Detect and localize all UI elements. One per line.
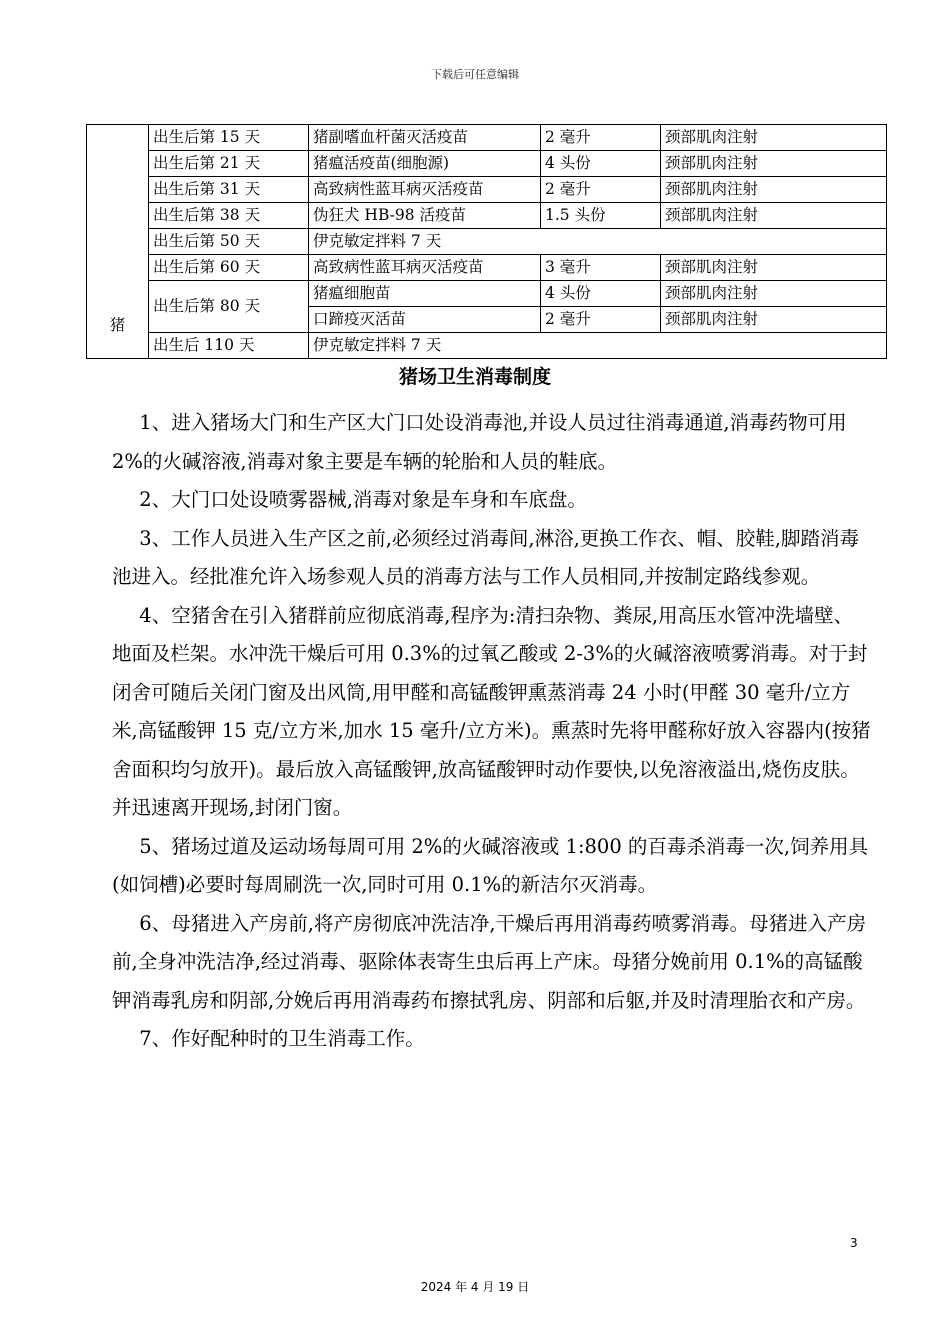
- dose-cell: 1.5 头份: [541, 203, 661, 229]
- dose-cell: 4 头份: [541, 281, 661, 307]
- method-cell: 颈部肌肉注射: [661, 125, 887, 151]
- table-row: [87, 255, 887, 281]
- paragraph: 7、作好配种时的卫生消毒工作。: [139, 1027, 425, 1050]
- time-cell: 出生后第 21 天: [149, 151, 309, 177]
- time-cell: 出生后 110 天: [149, 333, 309, 359]
- method-cell: 颈部肌肉注射: [661, 307, 887, 333]
- dose-cell: 2 毫升: [541, 177, 661, 203]
- time-cell: 出生后第 50 天: [149, 229, 309, 255]
- animal-cell: 猪: [87, 125, 149, 359]
- time-cell: 出生后第 80 天: [149, 281, 309, 333]
- page-number: 3: [850, 1236, 858, 1250]
- vaccination-table: [86, 124, 887, 359]
- paragraph: 1、进入猪场大门和生产区大门口处设消毒池,并设人员过往消毒通道,消毒药物可用 2%的火碱溶液,消毒对象主要是车辆的轮胎和人员的鞋底。: [112, 411, 847, 473]
- vaccine-cell: 猪副嗜血杆菌灭活疫苗: [309, 125, 541, 151]
- note-cell: 伊克敏定拌料 7 天: [309, 333, 887, 359]
- method-cell: 颈部肌肉注射: [661, 281, 887, 307]
- footer-date: 2024 年 4 月 19 日: [420, 1280, 530, 1294]
- vaccine-cell: 猪瘟细胞苗: [309, 281, 541, 307]
- table-row: [87, 333, 887, 359]
- method-cell: 颈部肌肉注射: [661, 177, 887, 203]
- header-note: 下载后可任意编辑: [431, 68, 519, 81]
- paragraph: 5、猪场过道及运动场每周可用 2%的火碱溶液或 1:800 的百毒杀消毒一次,饲养用具(如饲槽)必要时每周刷洗一次,同时可用 0.1%的新洁尔灭消毒。: [112, 834, 869, 896]
- method-cell: 颈部肌肉注射: [661, 203, 887, 229]
- paragraph: 6、母猪进入产房前,将产房彻底冲洗洁净,干燥后再用消毒药喷雾消毒。母猪进入产房前,全身冲洗洁净,经过消毒、驱除体表寄生虫后再上产床。母猪分娩前用 0.1%的高锰酸钾消毒乳房和阴部,分娩后再用消毒药布擦拭乳房、阴部和后躯,并及时清理胎衣和产房。: [112, 911, 867, 1012]
- dose-cell: 2 毫升: [541, 307, 661, 333]
- dose-cell: 3 毫升: [541, 255, 661, 281]
- method-cell: 颈部肌肉注射: [661, 151, 887, 177]
- time-cell: 出生后第 60 天: [149, 255, 309, 281]
- paragraph: 3、工作人员进入生产区之前,必须经过消毒间,淋浴,更换工作衣、帽、胶鞋,脚踏消毒池进入。经批准允许入场参观人员的消毒方法与工作人员相同,并按制定路线参观。: [112, 526, 859, 588]
- table-row: [87, 125, 887, 151]
- table-row: [87, 229, 887, 255]
- dose-cell: 2 毫升: [541, 125, 661, 151]
- time-cell: 出生后第 31 天: [149, 177, 309, 203]
- page-title: 猪场卫生消毒制度: [398, 366, 551, 388]
- vaccine-cell: 高致病性蓝耳病灭活疫苗: [309, 255, 541, 281]
- note-cell: 伊克敏定拌料 7 天: [309, 229, 887, 255]
- paragraph: 4、空猪舍在引入猪群前应彻底消毒,程序为:清扫杂物、粪尿,用高压水管冲洗墙壁、地面及栏架。水冲洗干燥后可用 0.3%的过氧乙酸或 2-3%的火碱溶液喷雾消毒。对于封闭舍可随后关闭门窗及出风筒,用甲醛和高锰酸钾熏蒸消毒 24 小时(甲醛 30 毫升/立方米,高锰酸钾 15 克/立方米,加水 15 毫升/立方米)。熏蒸时先将甲醛称好放入容器内(按猪舍面积均匀放开)。最后放入高锰酸钾,放高锰酸钾时动作要快,以免溶液溢出,烧伤皮肤。并迅速离开现场,封闭门窗。: [112, 603, 871, 819]
- time-cell: 出生后第 15 天: [149, 125, 309, 151]
- vaccine-cell: 口蹄疫灭活苗: [309, 307, 541, 333]
- table-row: [87, 151, 887, 177]
- vaccine-cell: 高致病性蓝耳病灭活疫苗: [309, 177, 541, 203]
- paragraph: 2、大门口处设喷雾器械,消毒对象是车身和车底盘。: [139, 488, 587, 511]
- table-row: [87, 203, 887, 229]
- table-row: [87, 281, 887, 307]
- vaccine-cell: 伪狂犬 HB-98 活疫苗: [309, 203, 541, 229]
- time-cell: 出生后第 38 天: [149, 203, 309, 229]
- vaccine-cell: 猪瘟活疫苗(细胞源): [309, 151, 541, 177]
- method-cell: 颈部肌肉注射: [661, 255, 887, 281]
- dose-cell: 4 头份: [541, 151, 661, 177]
- table-row: [87, 177, 887, 203]
- body-text: [112, 404, 872, 1059]
